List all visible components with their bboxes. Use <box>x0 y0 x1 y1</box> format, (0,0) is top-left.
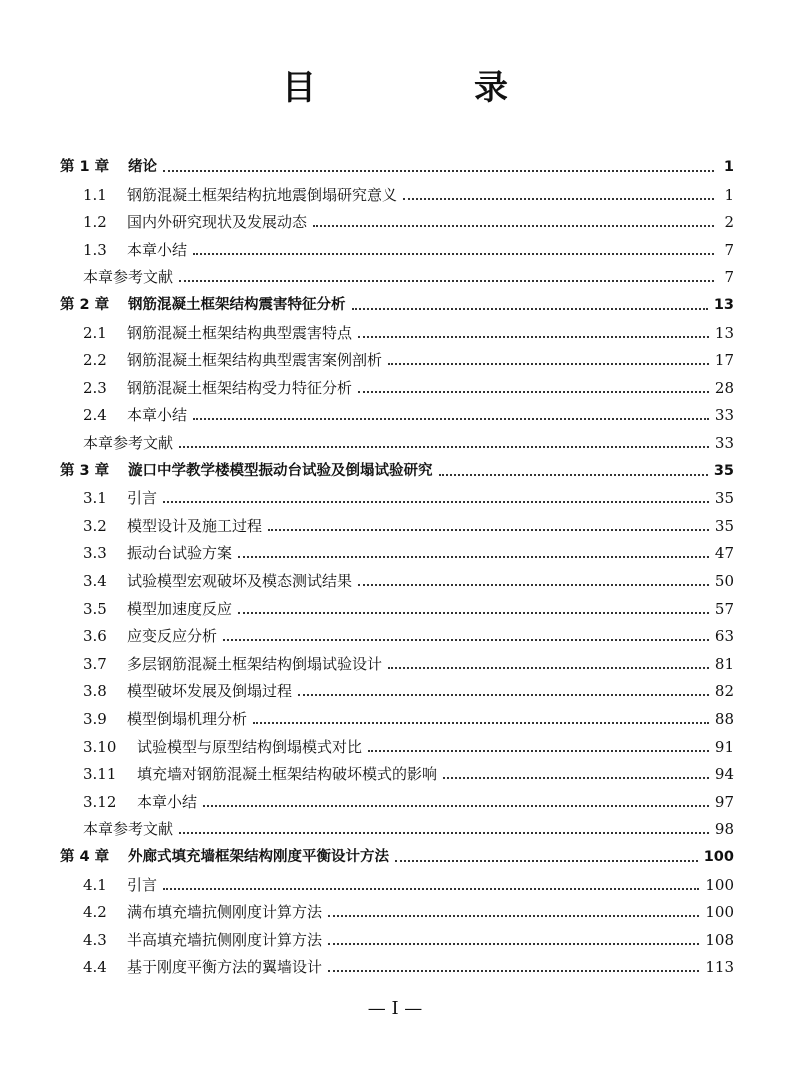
toc-entry-title: 半高填充墙抗侧刚度计算方法 <box>127 930 323 949</box>
toc-entry-title: 钢筋混凝土框架结构受力特征分析 <box>127 378 353 397</box>
dot-leader <box>179 278 714 282</box>
toc-entry-title: 振动台试验方案 <box>127 544 233 563</box>
toc-entry-page: 100 <box>705 875 734 894</box>
dot-leader <box>238 554 709 558</box>
toc-entry-chapter[interactable] <box>60 290 734 314</box>
toc-entry-section[interactable] <box>83 621 734 645</box>
toc-entry-page: 113 <box>705 958 734 977</box>
dot-leader <box>388 361 709 365</box>
toc-entry-number: 3.9 <box>83 710 107 728</box>
dot-leader <box>368 748 709 752</box>
dot-leader <box>395 858 698 862</box>
toc-entry-number: 1.3 <box>83 240 107 259</box>
dot-leader <box>238 610 709 614</box>
toc-entry-number: 3.8 <box>83 682 107 701</box>
toc-entry-page: 28 <box>714 378 734 397</box>
toc-entry-title: 满布填充墙抗侧刚度计算方法 <box>127 903 323 922</box>
toc-entry-page: 13 <box>714 323 734 342</box>
dot-leader <box>179 830 709 834</box>
toc-entry-page: 7 <box>724 268 734 287</box>
toc-entry-chapter[interactable] <box>60 456 734 480</box>
toc-entry-section[interactable] <box>83 400 734 424</box>
toc-entry-number: 第 4 章 <box>60 849 110 865</box>
toc-entry-section[interactable] <box>83 649 734 673</box>
toc-entry-number: 3.3 <box>83 544 107 563</box>
toc-entry-section[interactable] <box>83 925 734 949</box>
toc-entry-section[interactable] <box>83 373 734 397</box>
toc-entry-page: 94 <box>714 765 734 784</box>
dot-leader <box>388 665 709 669</box>
toc-entry-title: 本章小结 <box>127 406 188 425</box>
toc-entry-refs[interactable] <box>83 428 734 452</box>
toc-entry-page: 17 <box>714 351 734 370</box>
toc-entry-refs[interactable] <box>83 262 734 286</box>
toc-entry-page: 100 <box>703 849 734 865</box>
dot-leader <box>403 196 714 200</box>
dot-leader <box>358 582 709 586</box>
dot-leader <box>268 527 709 531</box>
toc-entry-page: 33 <box>714 434 734 452</box>
dot-leader <box>163 886 699 890</box>
toc-entry-page: 108 <box>705 930 734 949</box>
toc-entry-page: 91 <box>714 737 734 756</box>
toc-entry-section[interactable] <box>83 483 734 507</box>
toc-entry-section[interactable] <box>83 704 734 728</box>
toc-entry-number: 4.2 <box>83 903 107 922</box>
toc-entry-title: 多层钢筋混凝土框架结构倒塌试验设计 <box>127 654 383 673</box>
toc-entry-chapter[interactable] <box>60 842 734 866</box>
toc-entry-section[interactable] <box>83 732 734 756</box>
dot-leader <box>328 968 699 972</box>
dot-leader <box>203 803 709 807</box>
toc-entry-title: 本章参考文献 <box>83 434 174 452</box>
toc-entry-page: 1 <box>724 185 734 204</box>
toc-entry-page: 63 <box>714 627 734 646</box>
dot-leader <box>193 251 714 255</box>
toc-entry-section[interactable] <box>83 870 734 894</box>
toc-entry-page: 13 <box>713 297 734 313</box>
toc-entry-title: 本章小结 <box>137 792 198 811</box>
toc-entry-number: 2.2 <box>83 351 107 370</box>
toc-entry-page: 35 <box>714 516 734 535</box>
dot-leader <box>328 913 699 917</box>
dot-leader <box>358 334 709 338</box>
toc-entry-title: 钢筋混凝土框架结构典型震害案例剖析 <box>127 351 383 370</box>
toc-entry-page: 35 <box>714 489 734 508</box>
toc-entry-page: 88 <box>714 710 734 728</box>
toc-entry-title: 钢筋混凝土框架结构震害特征分析 <box>128 297 346 313</box>
toc-entry-section[interactable] <box>83 180 734 204</box>
toc-entry-title: 试验模型宏观破坏及模态测试结果 <box>127 572 353 590</box>
toc-entry-page: 81 <box>714 654 734 673</box>
toc-entry-title: 填充墙对钢筋混凝土框架结构破坏模式的影响 <box>137 765 438 784</box>
toc-entry-title: 国内外研究现状及发展动态 <box>127 213 308 232</box>
toc-entry-section[interactable] <box>83 345 734 369</box>
toc-entry-section[interactable] <box>83 952 734 976</box>
toc-entry-title: 模型倒塌机理分析 <box>127 710 248 728</box>
toc-entry-title: 钢筋混凝土框架结构抗地震倒塌研究意义 <box>127 185 398 204</box>
toc-entry-number: 3.2 <box>83 516 107 535</box>
toc-entry-section[interactable] <box>83 787 734 811</box>
dot-leader <box>328 941 699 945</box>
toc-entry-number: 3.11 <box>83 765 117 784</box>
toc-entry-number: 2.3 <box>83 378 107 397</box>
dot-leader <box>443 775 709 779</box>
toc-entry-title: 本章参考文献 <box>83 268 174 287</box>
toc-entry-title: 模型设计及施工过程 <box>127 516 263 535</box>
toc-entry-page: 33 <box>714 406 734 425</box>
toc-entry-section[interactable] <box>83 511 734 535</box>
toc-entry-page: 7 <box>724 240 734 259</box>
toc-entry-number: 3.6 <box>83 627 107 646</box>
dot-leader <box>223 637 709 641</box>
dot-leader <box>313 223 714 227</box>
toc-entry-title: 试验模型与原型结构倒塌模式对比 <box>137 737 363 756</box>
toc-entry-title: 钢筋混凝土框架结构典型震害特点 <box>127 323 353 342</box>
dot-leader <box>163 168 714 172</box>
toc-entry-number: 4.4 <box>83 958 107 977</box>
toc-entry-section[interactable] <box>83 235 734 259</box>
toc-entry-title: 模型破坏发展及倒塌过程 <box>127 682 293 701</box>
toc-entry-page: 47 <box>714 544 734 563</box>
dot-leader <box>352 306 708 310</box>
toc-entry-number: 第 3 章 <box>60 462 110 479</box>
toc-entry-section[interactable] <box>83 676 734 700</box>
toc-entry-number: 第 1 章 <box>60 159 110 175</box>
dot-leader <box>163 499 709 503</box>
toc-entry-title: 绪论 <box>128 159 157 175</box>
page-number-footer: — I — <box>367 998 423 1019</box>
toc-entry-section[interactable] <box>83 759 734 783</box>
toc-entry-title: 外廊式填充墙框架结构刚度平衡设计方法 <box>128 849 389 865</box>
toc-entry-section[interactable] <box>83 318 734 342</box>
toc-entry-page: 2 <box>724 213 734 232</box>
toc-entry-title: 本章参考文献 <box>83 820 174 839</box>
toc-entry-title: 引言 <box>127 489 158 508</box>
toc-entry-title: 本章小结 <box>127 240 188 259</box>
toc-entry-title: 漩口中学教学楼模型振动台试验及倒塌试验研究 <box>128 462 433 479</box>
toc-entry-number: 3.1 <box>83 489 107 508</box>
toc-entry-section[interactable] <box>83 538 734 562</box>
toc-entry-number: 3.12 <box>83 792 117 811</box>
toc-entry-section[interactable] <box>83 207 734 231</box>
toc-entry-number: 3.5 <box>83 599 107 618</box>
toc-entry-number: 2.4 <box>83 406 107 425</box>
page-title: 目 录 <box>282 68 570 108</box>
toc-entry-section[interactable] <box>83 594 734 618</box>
toc-entry-section[interactable] <box>83 897 734 921</box>
toc-entry-refs[interactable] <box>83 814 734 838</box>
toc-entry-title: 模型加速度反应 <box>127 599 233 618</box>
toc-entry-number: 3.7 <box>83 654 107 673</box>
toc-entry-title: 应变反应分析 <box>127 627 218 646</box>
toc-entry-chapter[interactable] <box>60 152 734 176</box>
toc-entry-number: 3.10 <box>83 737 117 756</box>
dot-leader <box>439 472 708 476</box>
toc-entry-page: 1 <box>723 159 734 175</box>
toc-entry-page: 97 <box>714 792 734 811</box>
toc-entry-page: 50 <box>714 572 734 590</box>
toc-entry-page: 100 <box>705 903 734 922</box>
toc-entry-page: 57 <box>714 599 734 618</box>
toc-entry-section[interactable] <box>83 566 734 590</box>
toc-entry-title: 基于刚度平衡方法的翼墙设计 <box>127 958 323 977</box>
toc-entry-number: 1.1 <box>83 185 107 204</box>
dot-leader <box>253 720 709 724</box>
toc-entry-title: 引言 <box>127 875 158 894</box>
toc-entry-number: 1.2 <box>83 213 107 232</box>
dot-leader <box>179 444 709 448</box>
toc-entry-number: 第 2 章 <box>60 297 110 313</box>
dot-leader <box>358 389 709 393</box>
dot-leader <box>193 416 709 420</box>
toc-entry-page: 35 <box>713 462 734 479</box>
toc-entry-page: 82 <box>714 682 734 701</box>
toc-entry-number: 4.3 <box>83 930 107 949</box>
toc-entry-page: 98 <box>714 820 734 839</box>
toc-entry-number: 3.4 <box>83 572 107 590</box>
toc-entry-number: 4.1 <box>83 875 107 894</box>
dot-leader <box>298 692 709 696</box>
toc-entry-number: 2.1 <box>83 323 107 342</box>
